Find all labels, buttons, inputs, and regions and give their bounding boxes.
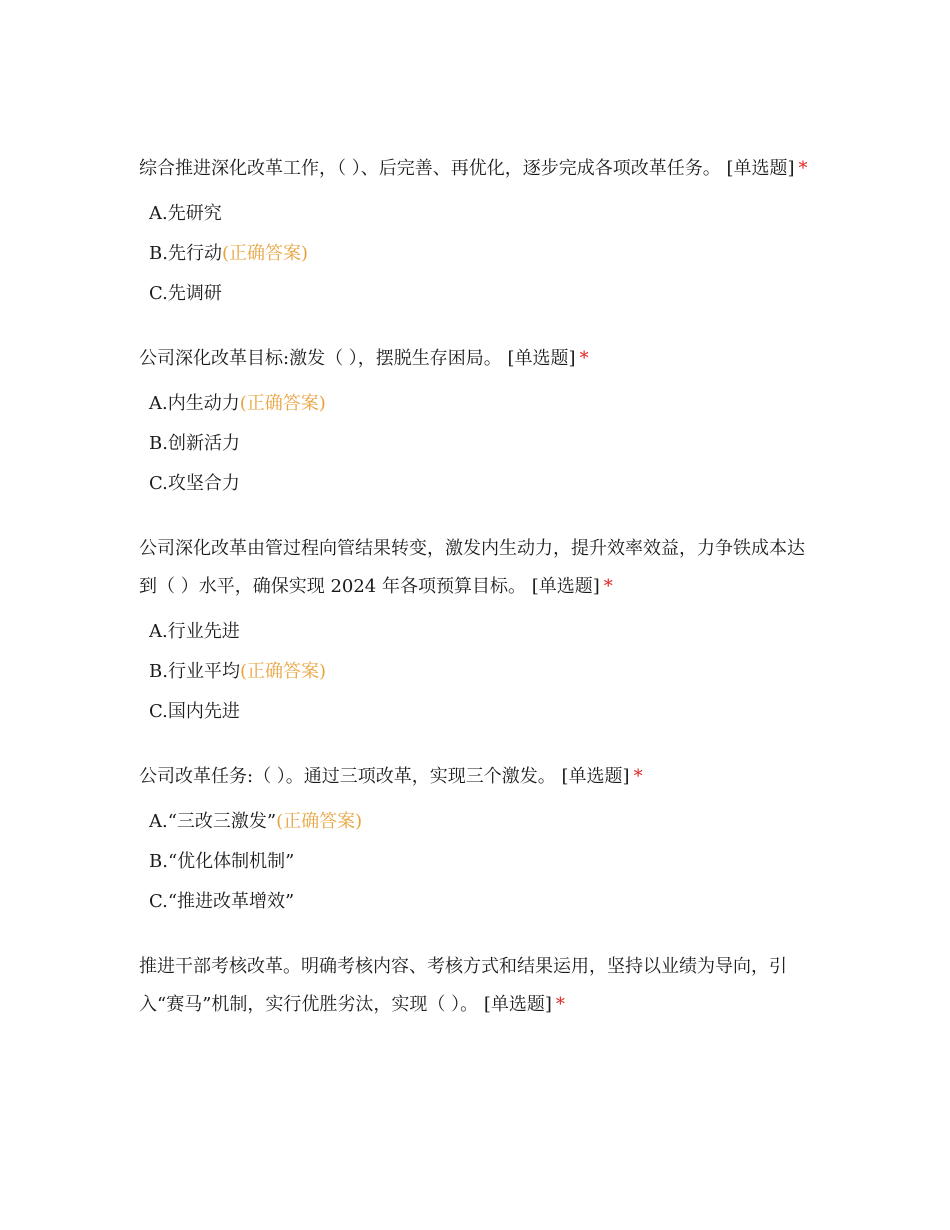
- required-mark: *: [798, 158, 808, 179]
- option-text: C.攻坚合力: [149, 473, 240, 494]
- question-stem: [139, 150, 814, 188]
- question-stem: [139, 948, 814, 1024]
- question-stem: [139, 340, 814, 378]
- question-stem: [139, 758, 814, 796]
- correct-answer-tag: (正确答案): [239, 661, 326, 682]
- option-b[interactable]: [139, 652, 814, 692]
- question-type: [单选题]: [726, 158, 795, 179]
- question-1: [139, 150, 814, 314]
- question-type: [单选题]: [561, 766, 630, 787]
- question-text: 公司深化改革由管过程向管结果转变，激发内生动力，提升效率效益，力争铁成本达到（ ）水平，确保实现 2024 年各项预算目标。: [139, 538, 805, 597]
- option-text: B.创新活力: [149, 433, 240, 454]
- option-text: C.先调研: [149, 283, 222, 304]
- option-text: B.先行动: [149, 243, 222, 264]
- question-3: [139, 530, 814, 732]
- option-b[interactable]: [139, 842, 814, 882]
- question-text: 综合推进深化改革工作，（ ）、后完善、再优化，逐步完成各项改革任务。: [139, 158, 721, 179]
- correct-answer-tag: (正确答案): [276, 811, 363, 832]
- option-a[interactable]: [139, 802, 814, 842]
- question-text: 公司改革任务:（ ）。通过三项改革，实现三个激发。: [139, 766, 556, 787]
- option-text: A.内生动力: [149, 393, 240, 414]
- option-text: C.国内先进: [149, 701, 240, 722]
- question-5: [139, 948, 814, 1024]
- required-mark: *: [633, 766, 643, 787]
- question-list: [139, 150, 814, 1050]
- option-text: A.“三改三激发”: [149, 811, 277, 832]
- option-b[interactable]: [139, 234, 814, 274]
- question-type: [单选题]: [507, 348, 576, 369]
- option-c[interactable]: [139, 274, 814, 314]
- required-mark: *: [555, 994, 565, 1015]
- option-text: C.“推进改革增效”: [149, 891, 295, 912]
- question-2: [139, 340, 814, 504]
- option-text: A.行业先进: [149, 621, 240, 642]
- correct-answer-tag: (正确答案): [221, 243, 308, 264]
- option-b[interactable]: [139, 424, 814, 464]
- required-mark: *: [603, 576, 613, 597]
- option-c[interactable]: [139, 464, 814, 504]
- correct-answer-tag: (正确答案): [239, 393, 326, 414]
- required-mark: *: [579, 348, 589, 369]
- question-type: [单选题]: [531, 576, 600, 597]
- option-a[interactable]: [139, 384, 814, 424]
- option-a[interactable]: [139, 612, 814, 652]
- option-c[interactable]: [139, 692, 814, 732]
- question-stem: [139, 530, 814, 606]
- question-type: [单选题]: [483, 994, 552, 1015]
- option-c[interactable]: [139, 882, 814, 922]
- option-text: A.先研究: [149, 203, 222, 224]
- option-text: B.“优化体制机制”: [149, 851, 295, 872]
- option-text: B.行业平均: [149, 661, 240, 682]
- question-4: [139, 758, 814, 922]
- question-text: 公司深化改革目标:激发（ ），摆脱生存困局。: [139, 348, 502, 369]
- question-text: 推进干部考核改革。明确考核内容、考核方式和结果运用，坚持以业绩为导向，引入“赛马”机制，实行优胜劣汰，实现（ ）。: [139, 956, 787, 1015]
- option-a[interactable]: [139, 194, 814, 234]
